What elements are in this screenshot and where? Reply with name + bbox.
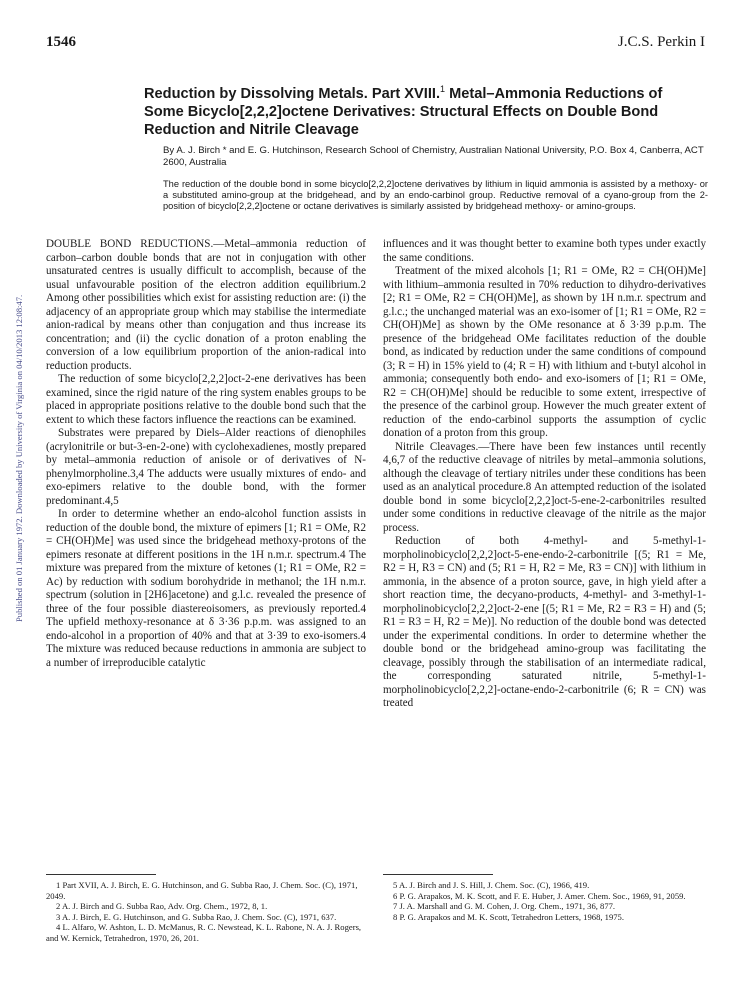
paragraph: DOUBLE BOND REDUCTIONS.—Metal–ammonia reduction of carbon–carbon double bonds that are not in conjugation with other unsaturated centres is usually difficult to accomplish, because of the usual unfavourable position of the electron addition equilibrium.2 Among other possibilities which exist for assisting reduction are: (i) the adjacency of an appropriate group which may stabilise the intermediate anion-radical by means other than conjugation and thus increase its concentration; and (ii) the cyclic donation of a proton enabling the conversion of a low equilibrium proportion of the anion-radical into reduction products. <box>46 238 366 372</box>
footnote-divider <box>46 874 156 875</box>
footnote: 8 P. G. Arapakos and M. K. Scott, Tetrahedron Letters, 1968, 1975. <box>393 911 624 922</box>
footnotes-left <box>46 880 364 944</box>
abstract: The reduction of the double bond in some bicyclo[2,2,2]octene derivatives by lithium in liquid ammonia is assisted by a methoxy- or a substituted amino-group at the bridgehead, and by an endo-carbinol group. Reductive removal of a cyano-group from the 2-position of bicyclo[2,2,2]octene or octane derivatives is similarly assisted by bridgehead methoxy- or amino-groups. <box>163 179 708 211</box>
title-rest: Metal–Ammonia Reductions of Some Bicyclo[2,2,2]octene Derivatives: Structural Effects on Double Bond Reduction and Nitrile Cleavage <box>144 85 663 138</box>
paragraph: Substrates were prepared by Diels–Alder reactions of dienophiles (acrylonitrile or but-3-en-2-one) with cyclohexadienes, mostly prepared by metal–ammonia reduction of anisole or of derivatives of N-phenylmorpholine.3,4 The adducts were usually mixtures of endo- and exo-epimers relative to the double bond, with the former predominant.4,5 <box>46 427 366 507</box>
paragraph: Reduction of both 4-methyl- and 5-methyl-1-morpholinobicyclo[2,2,2]oct-5-ene-endo-2-carbonitrile [(5; R1 = Me, R2 = H, R3 = CN) and (5; R1 = H, R2 = Me, R3 = CN)] with lithium in ammonia, in the absence of a proton source, gave, in high yield after a short reaction time, the decyano-products, 4-methyl- and 3-methyl-1-morpholinobicyclo[2,2,2]oct-2-ene [(5; R1 = Me, R2 = R3 = H) and (5; R1 = R3 = H, R2 = Me)]. No reduction of the double bond was detected under the experimental conditions. In order to determine whether the double bond or the bridgehead amino-group was facilitating the cleavage, possibly through the stabilisation of an intermediate radical, the corresponding saturated nitrile, 5-methyl-1-morpholinobicyclo[2,2,2]-octane-endo-2-carbonitrile (6; R = CN) was treated <box>383 535 706 709</box>
footnote: 1 Part XVII, A. J. Birch, E. G. Hutchinson, and G. Subba Rao, J. Chem. Soc. (C), 1971, 2049. <box>46 880 358 901</box>
download-stamp-text: Published on 01 January 1972. Downloaded by University of Virginia on 04/10/2013 12:08:47. <box>14 294 24 622</box>
footnote: 6 P. G. Arapakos, M. K. Scott, and F. E. Huber, J. Amer. Chem. Soc., 1969, 91, 2059. <box>393 890 686 901</box>
footnote: 3 A. J. Birch, E. G. Hutchinson, and G. Subba Rao, J. Chem. Soc. (C), 1971, 637. <box>56 911 337 922</box>
article-title <box>144 80 704 139</box>
paragraph: influences and it was thought better to examine both types under exactly the same conditions. <box>383 238 706 264</box>
page-number: 1546 <box>46 34 76 50</box>
paragraph: Nitrile Cleavages.—There have been few instances until recently 4,6,7 of the reductive cleavage of nitriles by metal–ammonia solutions, although the cleavage of tertiary nitriles under these conditions has been used as an analytical procedure.8 An attempted reduction of the isolated double bond in some bicyclo[2,2,2]oct-5-ene-2-carbonitriles resulted under some conditions in reductive cleavage of the nitrile as the major process. <box>383 440 706 534</box>
footnote: 2 A. J. Birch and G. Subba Rao, Adv. Org. Chem., 1972, 8, 1. <box>56 901 268 912</box>
title-footnote-mark: 1 <box>440 84 446 94</box>
download-stamp <box>2 182 24 622</box>
right-column <box>383 238 706 711</box>
footnote: 7 J. A. Marshall and G. M. Cohen, J. Org. Chem., 1971, 36, 877. <box>393 901 616 912</box>
footnote: 5 A. J. Birch and J. S. Hill, J. Chem. Soc. (C), 1966, 419. <box>393 880 590 890</box>
footnote: 4 L. Alfaro, W. Ashton, L. D. McManus, R. C. Newstead, K. L. Rabone, N. A. J. Rogers, and W. Kernick, Tetrahedron, 1970, 26, 201. <box>46 922 362 943</box>
footnote-divider <box>383 874 493 875</box>
journal-name: J.C.S. Perkin I <box>617 34 705 50</box>
paragraph: Treatment of the mixed alcohols [1; R1 = OMe, R2 = CH(OH)Me] with lithium–ammonia resulted in 70% reduction to dihydro-derivatives [2; R1 = OMe, R2 = CH(OH)Me], as shown by 1H n.m.r. spectrum and g.l.c.; the unchanged material was an exo-isomer of [1; R1 = OMe, R2 = CH(OH)Me] as shown by the OMe resonance at δ 3·39 p.p.m. The presence of the bridgehead OMe facilitates reduction of the double bond, as indicated by reduction under the same conditions of compound (3; R = H) in 15% yield to (4; R = H) with lithium and t-butyl alcohol in ammonia; consequently both endo- and exo-isomers of [1; R1 = OMe, R2 = CH(OH)Me] should be reducible to some extent, irrespective of the presence of the carbinol group. However the much greater extent of reduction of the endo-carbinol supports the assumption of cyclic donation of a proton from this group. <box>383 265 706 439</box>
title-main: Reduction by Dissolving Metals. Part XVIII. <box>144 85 440 102</box>
footnotes-right <box>383 880 701 922</box>
paragraph: The reduction of some bicyclo[2,2,2]oct-2-ene derivatives has been examined, since the rigid nature of the ring system enables groups to be placed in appropriate positions relative to the double bond such that the extent to which these factors influence the reactions can be examined. <box>46 373 366 426</box>
authors-affiliation: By A. J. Birch * and E. G. Hutchinson, Research School of Chemistry, Australian National University, P.O. Box 4, Canberra, ACT 2600, Australia <box>163 145 704 168</box>
left-column <box>46 238 366 670</box>
paragraph: In order to determine whether an endo-alcohol function assists in reduction of the double bond, the mixture of epimers [1; R1 = OMe, R2 = CH(OH)Me] was used since the bridgehead methoxy-protons of the epimers resonate at different positions in the 1H n.m.r. spectrum.4 The mixture was prepared from the mixture of ketones (1; R1 = OMe, R2 = Ac) by reduction with sodium borohydride in methanol; the 1H n.m.r. spectrum (solution in [2H6]acetone) and g.l.c. revealed the presence of three of the four possible diastereoisomers, as previously reported.4 The upfield methoxy-resonance at δ 3·36 p.p.m. was assigned to an endo-alcohol in a proportion of 40% and that at 3·39 to exo-isomers.4 The mixture was reduced because reductions in ammonia are subject to a number of irreproducible catalytic <box>46 508 366 669</box>
